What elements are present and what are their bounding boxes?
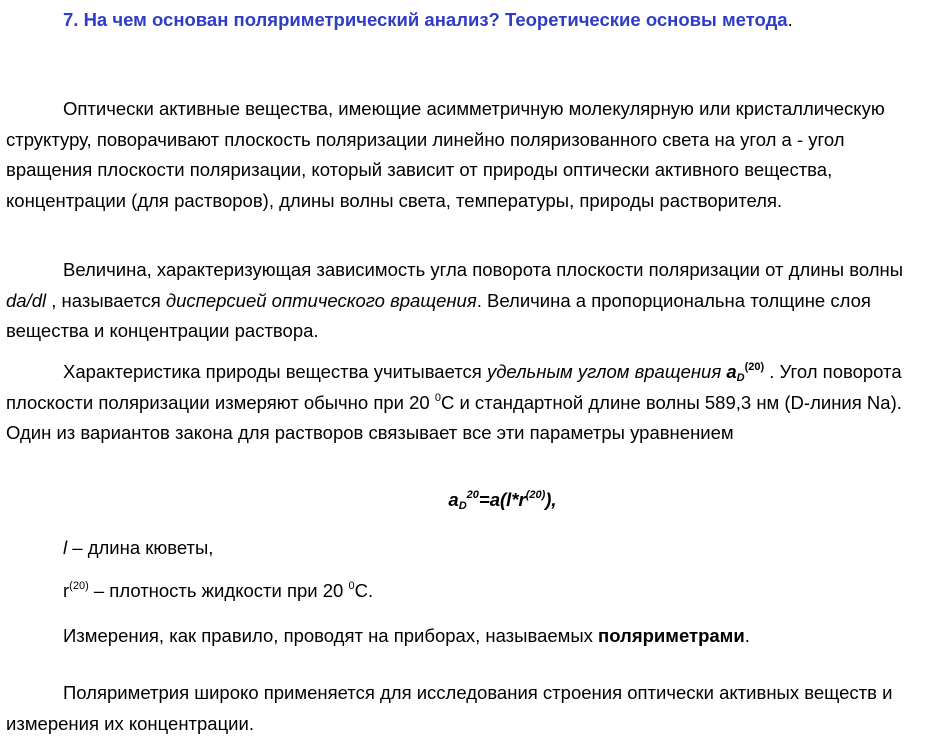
paragraph-polarimeters — [63, 625, 750, 647]
p4-text-2: . — [744, 625, 750, 646]
def2-sup: (20) — [69, 580, 89, 592]
formula-tail: ), — [545, 489, 557, 510]
p3-text-3: С и стандартной длине волны 589,3 нм (D-линия Na). Один из вариантов закона для растворов связывает все эти параметры уравнением — [6, 391, 902, 443]
p2-text-3: . Величина а пропорциональна толщине слоя вещества и концентрации раствора. — [6, 289, 871, 341]
formula-sub: D — [458, 500, 467, 512]
rotation-formula — [0, 489, 937, 511]
def2-variable: r — [63, 580, 70, 601]
formula-symbol: a — [448, 489, 459, 510]
def1-variable: l — [63, 537, 68, 558]
formula-sup-2: (20) — [525, 489, 546, 501]
p3-symbol: a — [726, 361, 737, 382]
formula-sup: 20 — [466, 489, 479, 501]
def1-text: – длина кюветы, — [67, 537, 214, 558]
def2-degree: 0 — [348, 580, 355, 592]
definition-density — [63, 580, 373, 602]
p4-text-1: Измерения, как правило, проводят на приборах, называемых — [63, 625, 599, 646]
p2-derivative: da/dl — [6, 289, 47, 311]
p3-symbol-sub: D — [736, 372, 745, 384]
p3-symbol-sup: (20) — [744, 361, 765, 373]
formula-body: =a(l*r — [478, 489, 526, 510]
p3-term-specific-rotation: удельным углом вращения — [486, 361, 722, 382]
paragraph-applications: Поляриметрия широко применяется для исследования строения оптически активных веществ и измерения их концентрации. — [6, 682, 893, 734]
p3-degree: 0 — [434, 391, 441, 404]
heading-text: 7. На чем основан поляриметрический анализ? Теоретические основы метода — [63, 9, 788, 30]
def2-unit: С. — [354, 580, 374, 601]
p3-text-1: Характеристика природы вещества учитывается — [63, 361, 487, 382]
paragraph-optical-activity: Оптически активные вещества, имеющие асимметричную молекулярную или кристаллическую структуру, поворачивают плоскость поляризации линейно поляризованного света на угол а - угол вращения плоскости поляризации, который зависит от природы оптически активного вещества, концентрации (для растворов), длины волны света, температуры, природы растворителя. — [6, 98, 885, 211]
definition-length — [63, 537, 213, 559]
paragraph-specific-rotation — [6, 357, 926, 449]
paragraph-dispersion — [6, 255, 926, 347]
section-heading — [63, 9, 793, 31]
p2-text-2: , называется — [46, 289, 166, 311]
def2-text: – плотность жидкости при 20 — [88, 580, 349, 601]
p3-text-2: . Угол поворота плоскости поляризации измеряют обычно при 20 — [6, 361, 902, 413]
p2-term-dispersion: дисперсией оптического вращения — [165, 289, 477, 311]
p4-term-polarimeters: поляриметрами — [598, 625, 745, 646]
heading-period: . — [787, 9, 793, 30]
p2-text-1: Величина, характеризующая зависимость угла поворота плоскости поляризации от длины волны — [63, 259, 904, 280]
